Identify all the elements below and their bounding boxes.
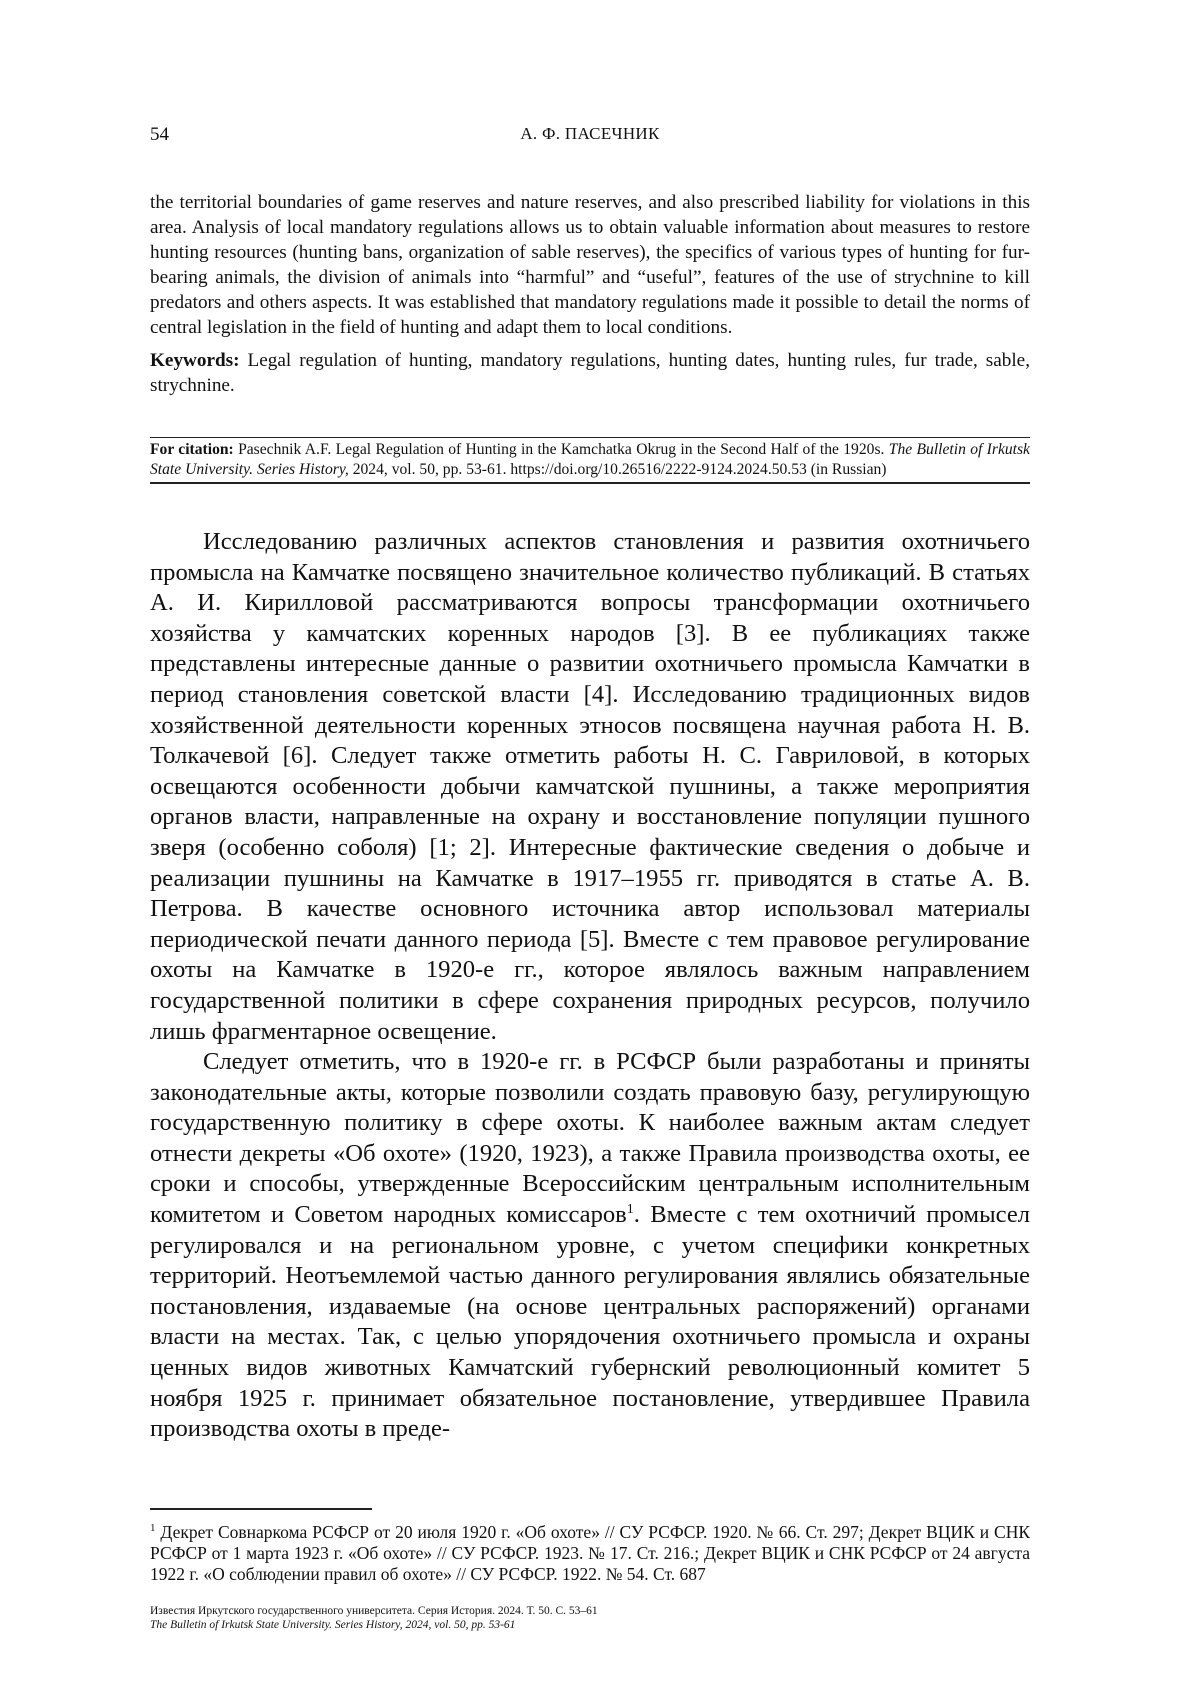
running-head-author: А. Ф. ПАСЕЧНИК [520,124,660,143]
keywords-text: Legal regulation of hunting, mandatory regulations, hunting dates, hunting rules, fur trade, sable, strychnine. [150,350,1030,396]
footnote-text: Декрет Совнаркома РСФСР от 20 июля 1920 г. «Об охоте» // СУ РСФСР. 1920. № 66. Ст. 297; Декрет ВЦИК и СНК РСФСР от 1 марта 1923 г. «Об охоте» // СУ РСФСР. 1923. № 17. Ст. 216.; Декрет ВЦИК и СНК РСФСР от 24 августа 1922 г. «О соблюдении правил об охоте» // СУ РСФСР. 1922. № 54. Ст. 687 [150,1522,1030,1584]
footnote-divider [150,1508,372,1510]
keywords-line [150,348,1030,398]
citation-text-before: Pasechnik A.F. Legal Regulation of Hunting in the Kamchatka Okrug in the Second Half of the 1920s. [238,441,885,458]
body-paragraph-2 [150,1047,1030,1445]
footer-journal-ru: Известия Иркутского государственного университета. Серия История. 2024. Т. 50. С. 53–61 [150,1605,598,1617]
footnote [150,1522,1030,1585]
body-paragraph-2-part-a: Следует отметить, что в 1920-е гг. в РСФСР были разработаны и приняты законодательные акты, которые позволили создать правовую базу, регулирующую государственную политику в сфере охоты. К наиболее важным актам следует отнести декреты «Об охоте» (1920, 1923), а также Правила производства охоты, ее сроки и способы, утвержденные Всероссийским центральным исполнительным комитетом и Советом народных комиссаров [150,1048,1030,1229]
citation-text-after: 2024, vol. 50, pp. 53-61. https://doi.org/10.26516/2222-9124.2024.50.53 (in Russian) [352,461,887,478]
body-paragraph-1: Исследованию различных аспектов становления и развития охотничьего промысла на Камчатке посвящено значительное количество публикаций. В статьях А. И. Кирилловой рассматриваются вопросы трансформации охотничьего хозяйства у камчатских коренных народов [3]. В ее публикациях также представлены интересные данные о развитии охотничьего промысла Камчатки в период становления советской власти [4]. Исследованию традиционных видов хозяйственной деятельности коренных этносов посвящена научная работа Н. В. Толкачевой [6]. Следует также отметить работы Н. С. Гавриловой, в которых освещаются особенности добычи камчатской пушнины, а также мероприятия органов власти, направленные на охрану и восстановление популяции пушного зверя (особенно соболя) [1; 2]. Интересные фактические сведения о добыче и реализации пушнины на Камчатке в 1917–1955 гг. приводятся в статье А. В. Петрова. В качестве основного источника автор использовал материалы периодической печати данного периода [5]. Вместе с тем правовое регулирование охоты на Камчатке в 1920-е гг., которое являлось важным направлением государственной политики в сфере сохранения природных ресурсов, получило лишь фрагментарное освещение. [150,528,1030,1045]
abstract-text: the territorial boundaries of game reserves and nature reserves, and also prescribed liability for violations in this area. Analysis of local mandatory regulations allows us to obtain valuable information about measures to restore hunting resources (hunting bans, organization of sable reserves), the specifics of various types of hunting for fur-bearing animals, the division of animals into “harmful” and “useful”, features of the use of strychnine to kill predators and others aspects. It was established that mandatory regulations made it possible to detail the norms of central legislation in the field of hunting and adapt them to local conditions. [150,192,1030,338]
footnote-reference[interactable]: 1 [626,1201,634,1217]
footer-journal-en: The Bulletin of Irkutsk State University. Series History, 2024, vol. 50, pp. 53-61 [150,1619,516,1631]
main-body [150,527,1030,1445]
abstract-section [150,190,1030,398]
citation-journal: The Bulletin of Irkutsk State University. Series History, [150,441,1030,478]
page-header [150,124,1030,148]
footnote-marker: 1 [150,1522,156,1535]
citation-label: For citation: [150,441,234,458]
body-paragraph-2-part-b: . Вместе с тем охотничий промысел регулировался и на региональном уровне, с учетом специфики конкретных территорий. Неотъемлемой частью данного регулирования являлись обязательные постановления, издаваемые (на основе центральных распоряжений) органами власти на местах. Так, с целью упорядочения охотничьего промысла и охраны ценных видов животных Камчатский губернский революционный комитет 5 ноября 1925 г. принимает обязательное постановление, утвердившее Правила производства охоты в преде- [150,1201,1031,1443]
citation-box [150,437,1030,484]
page-number: 54 [150,124,169,145]
keywords-label: Keywords: [150,350,240,371]
page-footer [150,1604,1030,1632]
